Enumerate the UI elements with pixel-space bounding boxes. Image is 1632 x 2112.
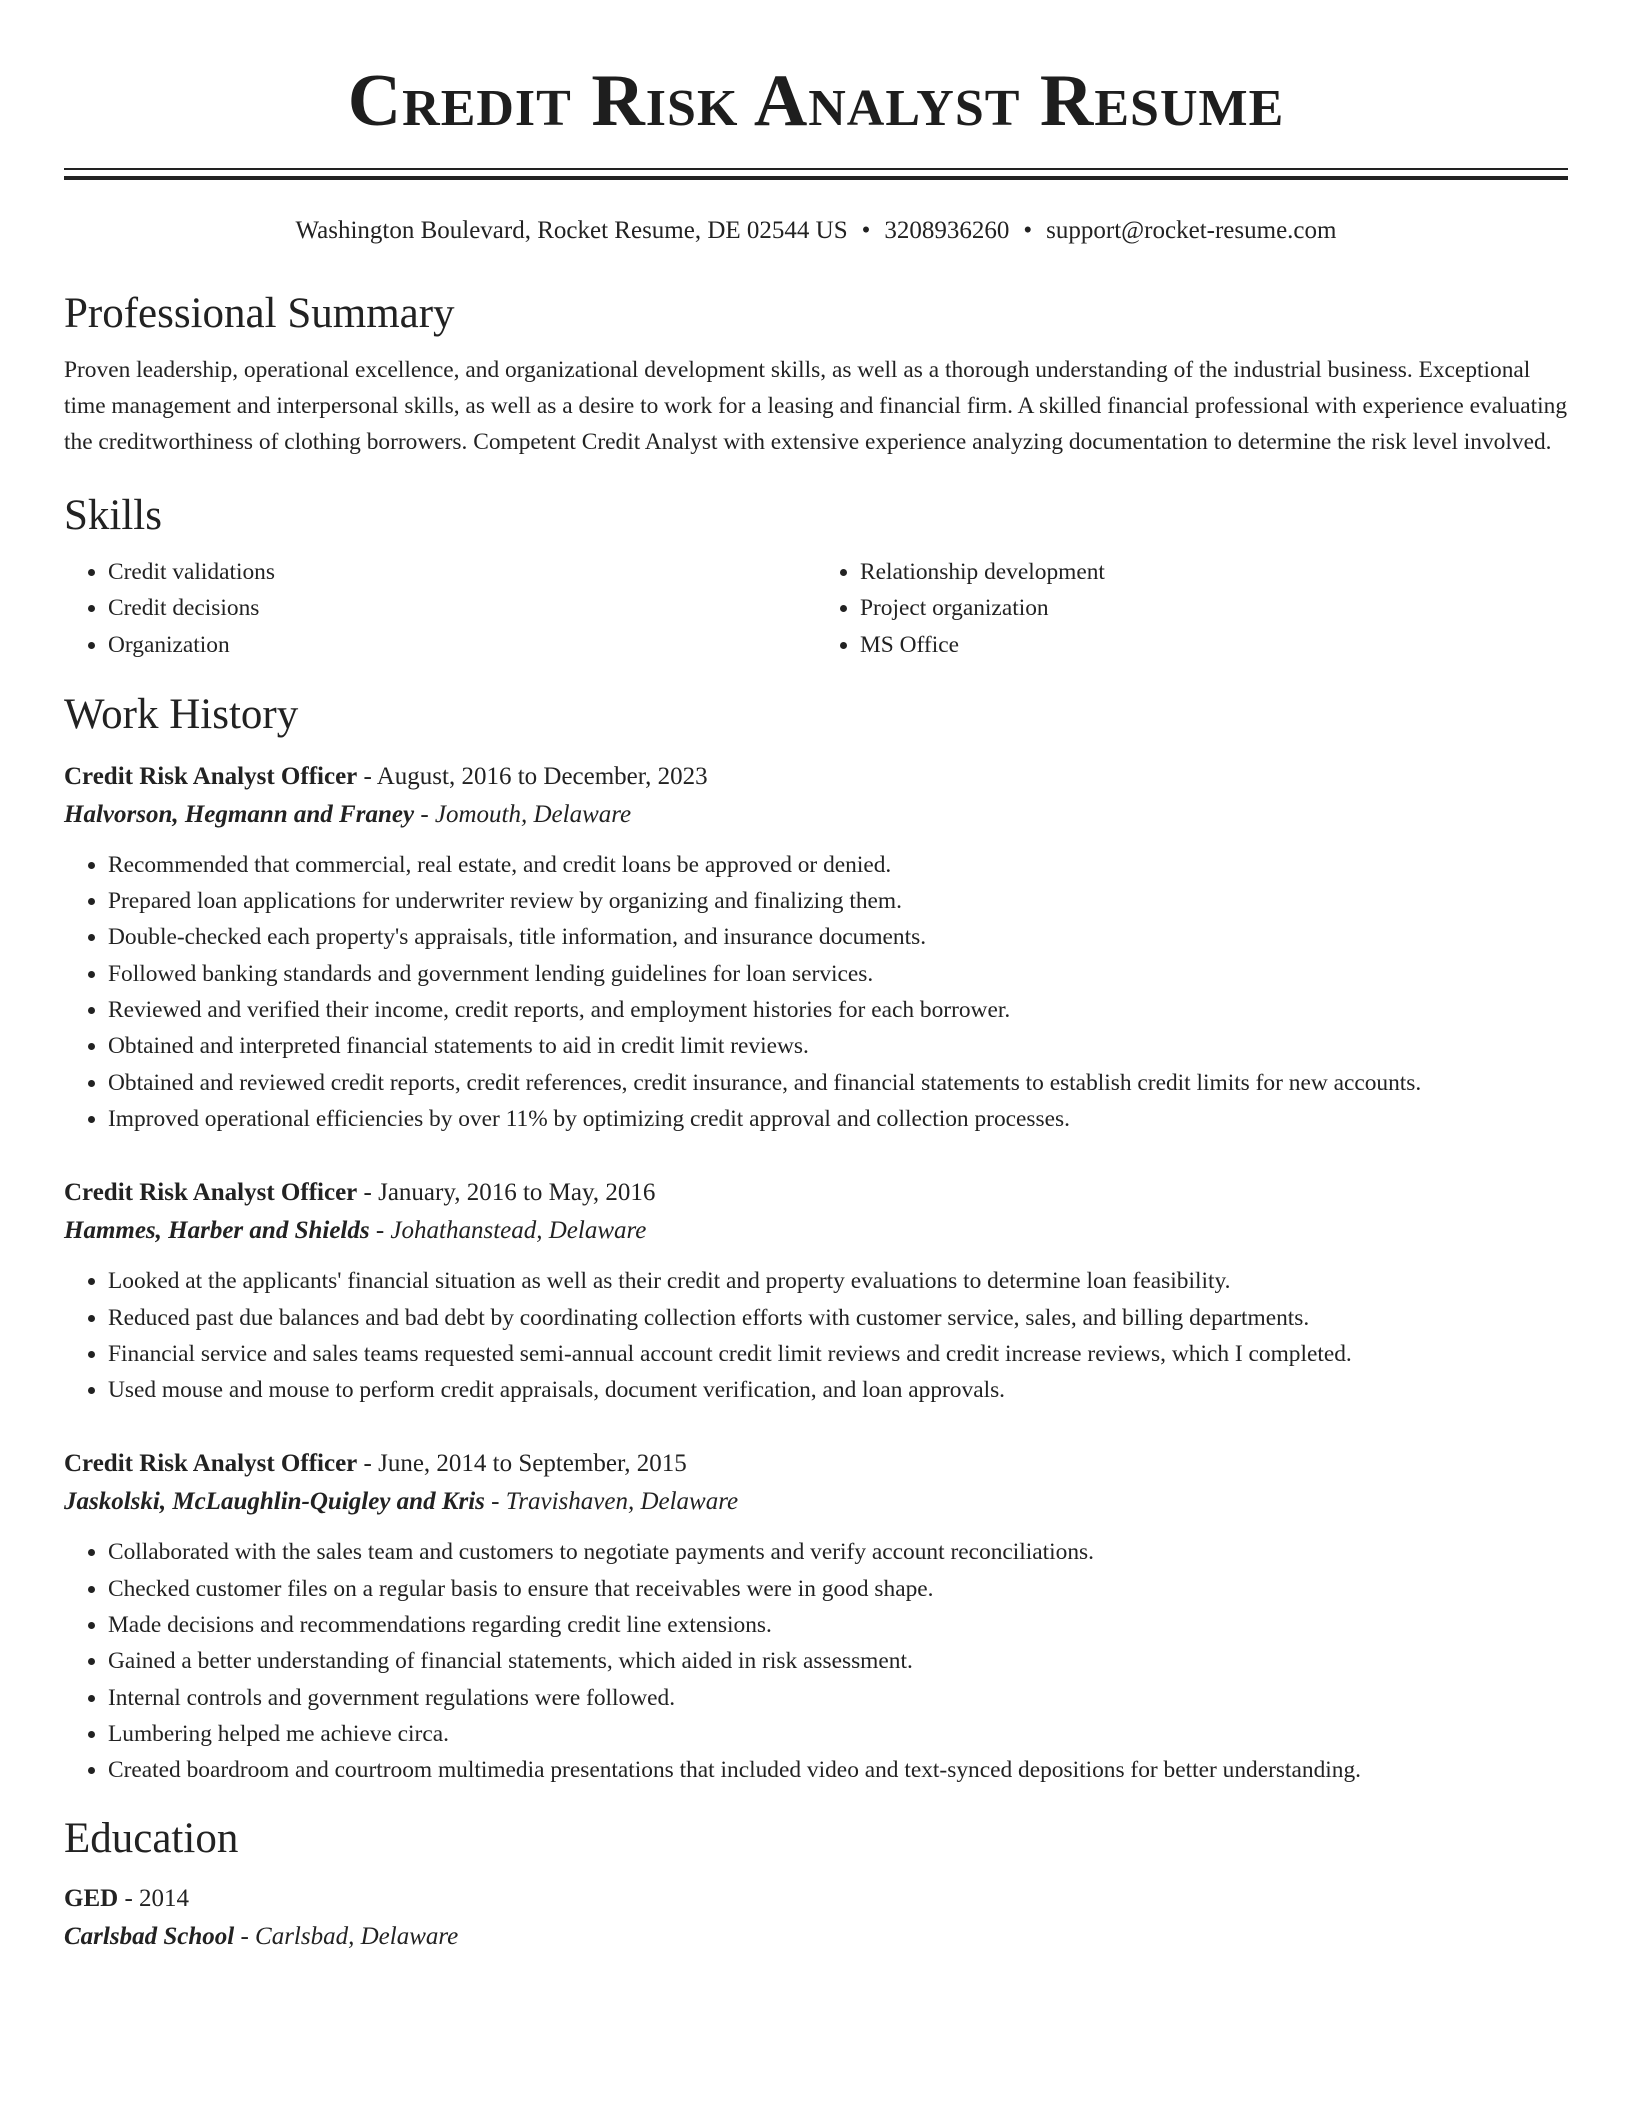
job-bullet: • Improved operational efficiencies by over 11% by optimizing credit approval and collection processes.	[108, 1101, 1568, 1137]
job-bullet: • Looked at the applicants' financial situation as well as their credit and property evaluations to determine loan feasibility.	[108, 1263, 1568, 1299]
job-dates: - August, 2016 to December, 2023	[357, 762, 708, 790]
skill-item: • Project organization	[860, 590, 1568, 626]
contact-email: support@rocket-resume.com	[1046, 217, 1337, 244]
job-bullet: • Reviewed and verified their income, credit reports, and employment histories for each borrower.	[108, 992, 1568, 1028]
skills-column-right	[816, 554, 1568, 663]
job-bullet: • Gained a better understanding of financial statements, which aided in risk assessment.	[108, 1643, 1568, 1679]
job-bullet: • Followed banking standards and government lending guidelines for loan services.	[108, 956, 1568, 992]
summary-heading: Professional Summary	[64, 290, 455, 337]
job-bullet: • Double-checked each property's appraisals, title information, and insurance documents.	[108, 919, 1568, 955]
job-bullet: • Prepared loan applications for underwriter review by organizing and finalizing them.	[108, 883, 1568, 919]
job-company-line	[64, 799, 1568, 831]
job-header	[64, 761, 1568, 793]
job-title: Credit Risk Analyst Officer	[64, 762, 358, 790]
job-bullet: • Lumbering helped me achieve circa.	[108, 1716, 1568, 1752]
job-header	[64, 1448, 1568, 1480]
job-bullet: • Financial service and sales teams requested semi-annual account credit limit reviews and credit increase reviews, which I completed.	[108, 1336, 1568, 1372]
skill-item: • MS Office	[860, 627, 1568, 663]
education-header	[64, 1883, 1568, 1915]
job-bullet: • Collaborated with the sales team and customers to negotiate payments and verify account reconciliations.	[108, 1534, 1568, 1570]
contact-address: Washington Boulevard, Rocket Resume, DE 02544 US	[295, 217, 848, 244]
contact-line	[64, 216, 1568, 246]
job-dates: - January, 2016 to May, 2016	[357, 1179, 656, 1207]
education-school: Carlsbad School	[64, 1922, 235, 1950]
job-location: - Jomouth, Delaware	[414, 800, 632, 828]
job-bullet: • Obtained and reviewed credit reports, credit references, credit insurance, and financial statements to establish credit limits for new accounts.	[108, 1065, 1568, 1101]
job-company: Halvorson, Hegmann and Franey	[64, 800, 415, 828]
job-company-line	[64, 1215, 1568, 1247]
skill-item: • Organization	[108, 627, 816, 663]
skills-list	[64, 554, 1568, 663]
job-title: Credit Risk Analyst Officer	[64, 1179, 358, 1207]
job-bullet: • Checked customer files on a regular basis to ensure that receivables were in good shape.	[108, 1571, 1568, 1607]
education-location: - Carlsbad, Delaware	[234, 1922, 459, 1950]
job-bullets	[64, 1534, 1568, 1788]
skills-column-left	[64, 554, 816, 663]
summary-text: Proven leadership, operational excellence, and organizational development skills, as well as a thorough understanding of the industrial business. Exceptional time management and interpersonal skills, as well as a desire to work for a leasing and financial firm. A skilled financial professional with experience evaluating the creditworthiness of clothing borrowers. Competent Credit Analyst with extensive experience analyzing documentation to determine the risk level involved.	[64, 357, 1568, 455]
skill-item: • Relationship development	[860, 554, 1568, 590]
job-bullet: • Created boardroom and courtroom multimedia presentations that included video and text-synced depositions for better understanding.	[108, 1752, 1568, 1788]
job-bullet: • Used mouse and mouse to perform credit appraisals, document verification, and loan approvals.	[108, 1372, 1568, 1408]
resume-title: Credit Risk Analyst Resume	[347, 60, 1285, 142]
contact-separator: •	[1023, 217, 1033, 244]
education-school-line	[64, 1921, 1568, 1953]
education-entry	[64, 1883, 1568, 1953]
job-bullets	[64, 847, 1568, 1137]
contact-separator: •	[861, 217, 871, 244]
job-header	[64, 1177, 1568, 1209]
education-year: - 2014	[118, 1884, 190, 1912]
job-bullet: • Obtained and interpreted financial statements to aid in credit limit reviews.	[108, 1028, 1568, 1064]
title-divider-thick	[64, 176, 1568, 180]
job-bullet: • Recommended that commercial, real estate, and credit loans be approved or denied.	[108, 847, 1568, 883]
education-degree: GED	[64, 1884, 119, 1912]
title-divider-thin	[64, 168, 1568, 170]
skills-heading: Skills	[64, 492, 162, 539]
skill-item: • Credit decisions	[108, 590, 816, 626]
job-entry	[64, 1448, 1568, 1788]
education-heading: Education	[64, 1814, 239, 1862]
job-bullets	[64, 1263, 1568, 1408]
job-bullet: • Internal controls and government regulations were followed.	[108, 1680, 1568, 1716]
job-company: Hammes, Harber and Shields	[64, 1217, 370, 1245]
job-entry	[64, 761, 1568, 1137]
contact-phone: 3208936260	[884, 217, 1010, 244]
job-bullet: • Made decisions and recommendations regarding credit line extensions.	[108, 1607, 1568, 1643]
job-dates: - June, 2014 to September, 2015	[357, 1450, 687, 1478]
job-company: Jaskolski, McLaughlin-Quigley and Kris	[64, 1488, 485, 1516]
job-location: - Travishaven, Delaware	[484, 1488, 739, 1516]
job-title: Credit Risk Analyst Officer	[64, 1450, 358, 1478]
job-location: - Johathanstead, Delaware	[369, 1217, 647, 1245]
job-entry	[64, 1177, 1568, 1408]
work-history-heading: Work History	[64, 690, 299, 738]
job-bullet: • Reduced past due balances and bad debt by coordinating collection efforts with customer service, sales, and billing departments.	[108, 1300, 1568, 1336]
job-company-line	[64, 1486, 1568, 1518]
skill-item: • Credit validations	[108, 554, 816, 590]
